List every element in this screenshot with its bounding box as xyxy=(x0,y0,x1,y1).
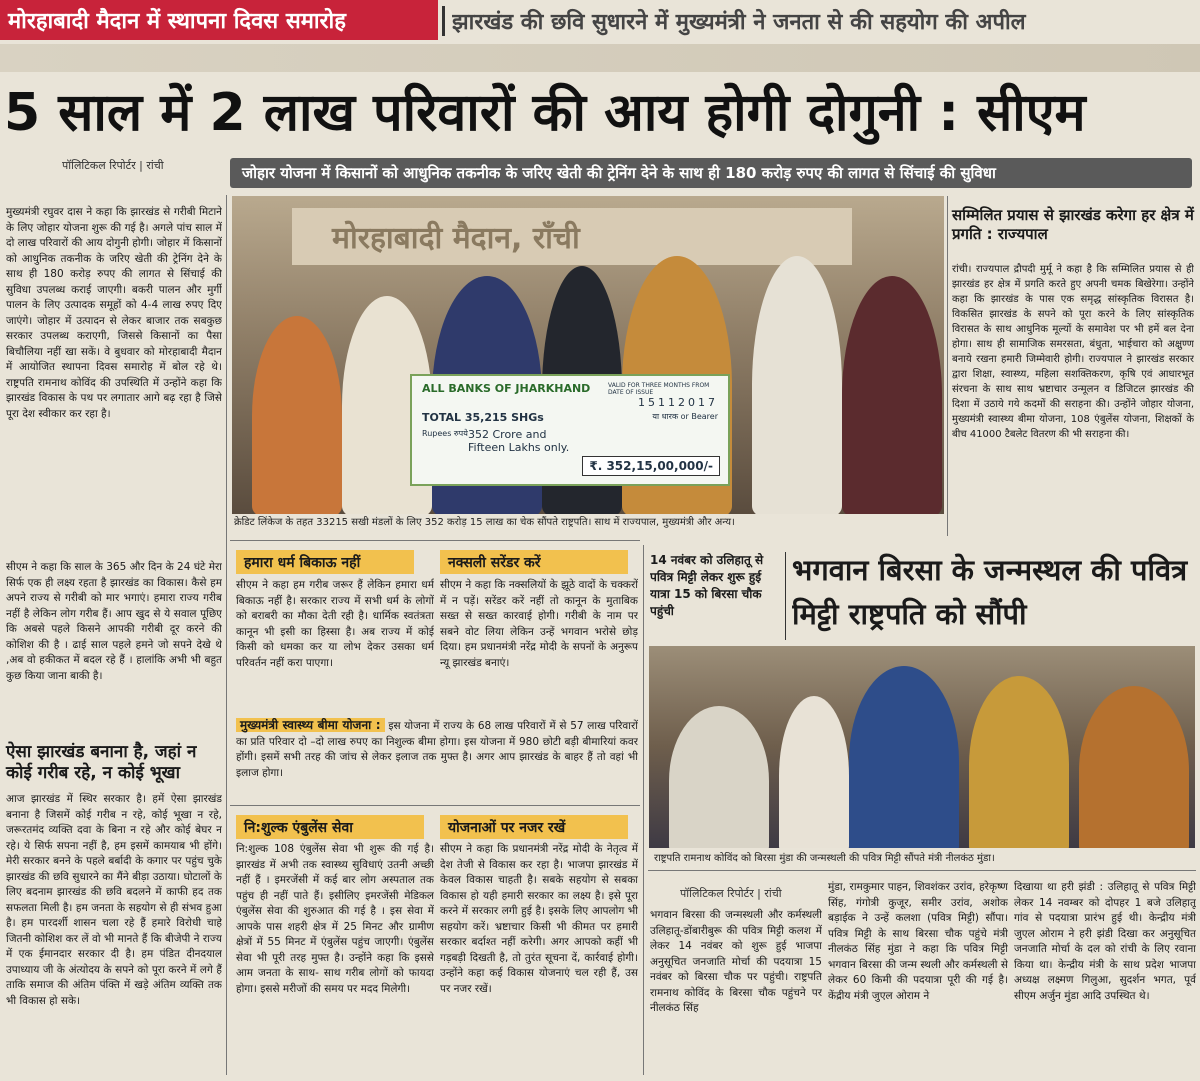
cheque xyxy=(410,374,730,486)
left-col-subhead: ऐसा झारखंड बनाना है, जहां न कोई गरीब रहे, न कोई भूखा xyxy=(6,742,197,783)
main-photo xyxy=(232,196,944,514)
box-naxal-title: नक्सली सरेंडर करें xyxy=(440,550,628,574)
header-band xyxy=(0,44,1200,72)
cheque-date: 15112017 xyxy=(638,396,718,409)
box-yojana-body: सीएम ने कहा कि प्रधानमंत्री नरेंद्र मोदी के नेतृत्व में देश तेजी से विकास कर रहा है। भाजपा झारखंड में केवल विकास चाहती है। सबके सहयोग से सबका विकास हो यही हमारी सरकार का लक्ष्य है। इसे पूरा करने में सरकार लगी हुई है। इसके लिए आपलोग भी सहयोग करें। भ्रष्टाचार किसी भी कीमत पर हमारी सरकार बर्दाश्त नहीं करेगी। अगर आपको कहीं भी गड़बड़ी दिखती है, तो तुरंत सूचना दें, कार्रवाई होगी। उन्होंने कहा कई विकास योजनाएं चल रही हैं, उस पर नजर रखें। xyxy=(440,843,638,995)
kicker-right: झारखंड की छवि सुधारने में मुख्यमंत्री ने जनता से की सहयोग की अपील xyxy=(452,10,1026,35)
birsa-headline: भगवान बिरसा के जन्मस्थल की पवित्र मिट्टी राष्ट्रपति को सौंपी xyxy=(792,553,1188,631)
box-dharm-body: सीएम ने कहा हम गरीब जरूर हैं लेकिन हमारा धर्म बिकाऊ नहीं है। सरकार राज्य में सभी धर्म के लोगों को बराबरी का मौका देती रही है। धार्मिक स्वतंत्रता कानून भी इसी का हिस्सा है। अब राज्य में कोई किसी को धमका कर या लोभ देकर उसका धर्म परिवर्तन नहीं करा पाएगा। xyxy=(236,579,434,669)
person-figure xyxy=(969,676,1069,848)
birsa-byline: पॉलिटिकल रिपोर्टर | रांची xyxy=(680,887,782,900)
birsa-photo-caption: राष्ट्रपति रामनाथ कोविंद को बिरसा मुंडा की जन्मस्थली की पवित्र मिट्टी सौंपते मंत्री नीलकंठ मुंडा। xyxy=(654,853,995,864)
section-divider xyxy=(648,870,1196,871)
birsa-col-1: भगवान बिरसा की जन्मस्थली और कर्मस्थली उलिहातू-डोंबारीबुरू की पवित्र मिट्टी कलश में लेकर 14 नवंबर को शुरू हुई भाजपा अनुसूचित जनजाति मोर्चा की पदयात्रा 15 नवंबर को बिरसा चौक पर पहुंची। राष्ट्रपति रामनाथ कोविंद के बिरसा चौक पहुंचने पर नीलकंठ सिंह xyxy=(650,909,822,1014)
cheque-amount: ₹. 352,15,00,000/- xyxy=(582,456,720,476)
left-col-p1: मुख्यमंत्री रघुवर दास ने कहा कि झारखंड से गरीबी मिटाने के लिए जोहार योजना शुरू की गई है। अगले पांच साल में दो लाख परिवारों की आय दोगुनी होगी। जोहार में किसानों को आधुनिक तकनीक के जरिए खेती की ट्रेनिंग देने के साथ ही 180 करोड़ रुपए की लागत से सिंचाई की सुविधा उपलब्ध कराई जाएगी। बकरी पालन और मुर्गी पालन के लिए उत्पादक समूहों को 4-4 लाख रुपए दिए जाएंगे। जोहार में उत्पादन से लेकर बाजार तक सबकुछ सरकार उपलब्ध कराएगी, जिससे किसानों का पैसा बिचौलिया नहीं खा सकें। वे बुधवार को मोरहाबादी मैदान में आयोजित स्थापना दिवस समारोह में बोल रहे थे। राष्ट्रपति रामनाथ कोविंद की उपस्थिति में उन्होंने कहा कि झारखंड विकास के पथ पर लगातार आगे बढ़ रहा है जिसे पूरा देश स्वीकार कर रहा है। xyxy=(6,206,222,420)
cheque-words-1: 352 Crore and xyxy=(468,428,547,441)
box-yojana-title: योजनाओं पर नजर रखें xyxy=(440,815,628,839)
birsa-photo xyxy=(649,646,1195,848)
person-figure xyxy=(849,666,959,848)
cheque-bank: ALL BANKS OF JHARKHAND xyxy=(422,382,591,395)
birsa-col-3: दिखाया था हरी झंडी : उलिहातू से पवित्र मिट्टी लेकर 14 नवम्बर को दोपहर 1 बजे उलिहातू गांव से पदयात्रा प्रारंभ हुई थी। केन्द्रीय मंत्री जुएल ओराम ने हरी झंडी दिखा कर अनुसूचित जनजाति मोर्चा के दल को रांची के लिए रवाना किया था। केन्द्रीय मंत्री के साथ प्रदेश भाजपा अध्यक्ष लक्ष्मण गिलुआ, सुदर्शन भगत, पूर्व सीएम अर्जुन मुंडा आदि उपस्थित थे। xyxy=(1014,881,1196,1002)
cheque-words-2: Fifteen Lakhs only. xyxy=(468,441,570,454)
box-health-title: मुख्यमंत्री स्वास्थ्य बीमा योजना : xyxy=(236,718,385,732)
byline: पॉलिटिकल रिपोर्टर | रांची xyxy=(62,159,164,172)
main-photo-caption: क्रेडिट लिंकेज के तहत 33215 सखी मंडलों के लिए 352 करोड़ 15 लाख का चेक सौंपते राष्ट्रपति। साथ में राज्यपाल, मुख्यमंत्री और अन्य। xyxy=(234,517,735,528)
box-health-body: इस योजना में राज्य के 68 लाख परिवारों में से 57 लाख परिवारों का प्रति परिवार दो –दो लाख रुपए का निशुल्क बीमा होगा। इस योजना में 980 छोटी बड़ी बीमारियां कवर होंगी। इसमें सभी तरह की जांच से लेकर इलाज तक मुफ्त है। अगर आप झारखंड के बाहर हैं तो वहां भी इलाज होगा। xyxy=(236,720,638,779)
left-col-p3: आज झारखंड में स्थिर सरकार है। हमें ऐसा झारखंड बनाना है जिसमें कोई गरीब न रहे, कोई भूखा न रहे, जरूरतमंद व्यक्ति दवा के बिना न रहे और कोई बेघर न रहे। ये सिर्फ सपना नहीं है, हम इसमें कामयाब भी होंगे। मेरी सरकार बनने के पहले बर्बादी के कगार पर पहुंच चुके झारखंड की छवि सुधारने का मैंने बीड़ा उठाया। घोटालों के लिए बदनाम झारखंड की छवि बदलने में काफी हद तक सफलता मिली है। हम जनता के सहयोग से ही संभव हुआ है। हम पारदर्शी शासन चला रहे हैं हमारे विरोधी चाहे जितनी कोशिश कर लें वो भी मानते हैं कि बीजेपी ने राज्य में एक ईमानदार सरकार दी है। हम पंडित दीनदयाल उपाध्याय जी के अंत्योदय के सपने को पूरा करने में लगे हैं ताकि समाज की अंतिम पंक्ति में खड़े अंतिम व्यक्ति तक भी विकास हो सके। xyxy=(6,793,222,1007)
deck-divider xyxy=(785,552,786,640)
section-divider xyxy=(230,540,640,541)
left-col-p2: सीएम ने कहा कि साल के 365 और दिन के 24 घंटे मेरा सिर्फ एक ही लक्ष्य रहता है झारखंड का विकास। कैसे हम अपने राज्य से गरीबी को मार भगाएं। हमारा राज्य गरीब नहीं है लेकिन लोग गरीब हैं। आप खुद से ये सवाल पूछिए कि अबसे पहले किसने आपकी गरीबी दूर करने की कोशिश की है । ढाई साल पहले हमने जो सपने देखे थे ,अब वो हकीकत में बदल रहे हैं । हालांकि अभी भी बहुत कुछ किया जाना बाकी है। xyxy=(6,561,222,682)
cheque-pay: TOTAL 35,215 SHGs xyxy=(422,411,544,424)
birsa-col-2: मुंडा, रामकुमार पाहन, शिवशंकर उरांव, हरेकृष्ण सिंह, गंगोत्री कुजूर, समीर उरांव, अशोक बड़ाईक ने उन्हें कलशा (पवित्र मिट्टी) सौंपा। पवित्र मिट्टी के साथ बिरसा चौक पहुंचे मंत्री नीलकंठ सिंह मुंडा ने कहा कि पवित्र मिट्टी भगवान बिरसा की जन्म स्थली और कर्मस्थली से लेकर 60 किमी की पदयात्रा पूरी की गई है। केंद्रीय मंत्री जुएल ओराम ने xyxy=(828,881,1008,1002)
person-figure xyxy=(752,256,842,514)
box-ambulance-title: नि:शुल्क एंबुलेंस सेवा xyxy=(236,815,424,839)
person-figure xyxy=(1079,686,1189,848)
box-dharm-title: हमारा धर्म बिकाऊ नहीं xyxy=(236,550,414,574)
cheque-or-bearer: या धारक or Bearer xyxy=(652,412,718,421)
box-divider xyxy=(947,196,948,536)
governor-box-body: रांची। राज्यपाल द्रौपदी मुर्मू ने कहा है कि सम्मिलित प्रयास से ही झारखंड हर क्षेत्र में प्रगति करते हुए अपनी चमक बिखेरेगा। उन्होंने कहा कि झारखंड के पास एक समृद्ध सांस्कृतिक विरासत है। विकसित झारखंड के सपने को पूरा करने के लिए सांस्कृतिक विरासत के साथ आधुनिक मूल्यों के समावेश पर भी हमें बल देना होगा। साथ ही सामाजिक समरसता, बंधुता, भाईचारा को अक्षुण्ण बनाये रखना हमारी जिम्मेवारी होगी। राज्यपाल ने झारखंड सरकार द्वारा शिक्षा, स्वास्थ्य, महिला सशक्तिकरण, कृषि एवं आधारभूत संरचना के साथ साथ भ्रष्टाचार उन्मूलन व डिजिटल झारखंड की दिशा में उठाये गये कदमों की सराहना की। उन्होंने जोहार योजना, मुख्यमंत्री स्वास्थ्य बीमा योजना, 108 एंबुलेंस योजना, शिक्षकों के बीच 41000 टैबलेट वितरण की भी सराहना की। xyxy=(952,264,1194,440)
box-health xyxy=(236,718,638,796)
box-ambulance-body: नि:शुल्क 108 एंबुलेंस सेवा भी शुरू की गई है। झारखंड में अभी तक स्वास्थ्य सुविधाएं उतनी अच्छी नहीं हैं । इमरजेंसी में कई बार लोग अस्पताल तक पहुंच ही नहीं पाते हैं। इसीलिए इमरजेंसी मेडिकल एंबुलेंस सेवा की शुरुआत की गई है । इस सेवा में आपके पास शहरी क्षेत्र में 25 मिनट और ग्रामीण क्षेत्रों में 55 मिनट में एंबुलेंस पहुंच जाएगी। एंबुलेंस सेवा भी पूरी तरह मुफ्त है। उन्होंने कहा कि इससे आम जनता के साथ- साथ गरीब लोगों को फायदा होगा। इससे मरीजों की समय पर मदद मिलेगी। xyxy=(236,843,434,995)
kicker-divider xyxy=(442,6,445,36)
photo-backdrop-banner: मोरहाबादी मैदान, राँची xyxy=(292,208,852,265)
person-figure xyxy=(779,696,849,848)
column-divider xyxy=(643,545,644,1075)
cheque-rupees-label: Rupees रुपये xyxy=(422,429,468,438)
subdeck: जोहार योजना में किसानों को आधुनिक तकनीक के जरिए खेती की ट्रेनिंग देने के साथ ही 180 करोड़ रुपए की लागत से सिंचाई की सुविधा xyxy=(230,158,1192,188)
column-divider xyxy=(226,195,227,1075)
person-figure xyxy=(669,706,769,848)
person-figure xyxy=(842,276,942,514)
person-figure xyxy=(252,316,342,514)
governor-box-title: सम्मिलित प्रयास से झारखंड करेगा हर क्षेत्र में प्रगति : राज्यपाल xyxy=(952,206,1194,243)
section-divider xyxy=(230,805,640,806)
box-naxal-body: सीएम ने कहा कि नक्सलियों के झूठे वादों के चक्करों में न पड़ें। सरेंडर करें नहीं तो कानून के मुताबिक सख्त से सख्त कारवाई होगी। गरीबी के नाम पर सबने वोट लिया लेकिन उन्हें भगवान भरोसे छोड़ दिया। हम प्रधानमंत्री नरेंद्र मोदी के सपनों के अनुरूप न्यू झारखंड बनाएं। xyxy=(440,579,638,669)
headline: 5 साल में 2 लाख परिवारों की आय होगी दोगुनी : सीएम xyxy=(4,83,1086,143)
birsa-side-deck: 14 नवंबर को उलिहातू से पवित्र मिट्टी लेकर शुरू हुई यात्रा 15 को बिरसा चौक पहुंची xyxy=(650,553,764,618)
cheque-validity: VALID FOR THREE MONTHS FROM DATE OF ISSUE xyxy=(608,382,710,396)
kicker-left: मोरहाबादी मैदान में स्थापना दिवस समारोह xyxy=(0,0,438,40)
